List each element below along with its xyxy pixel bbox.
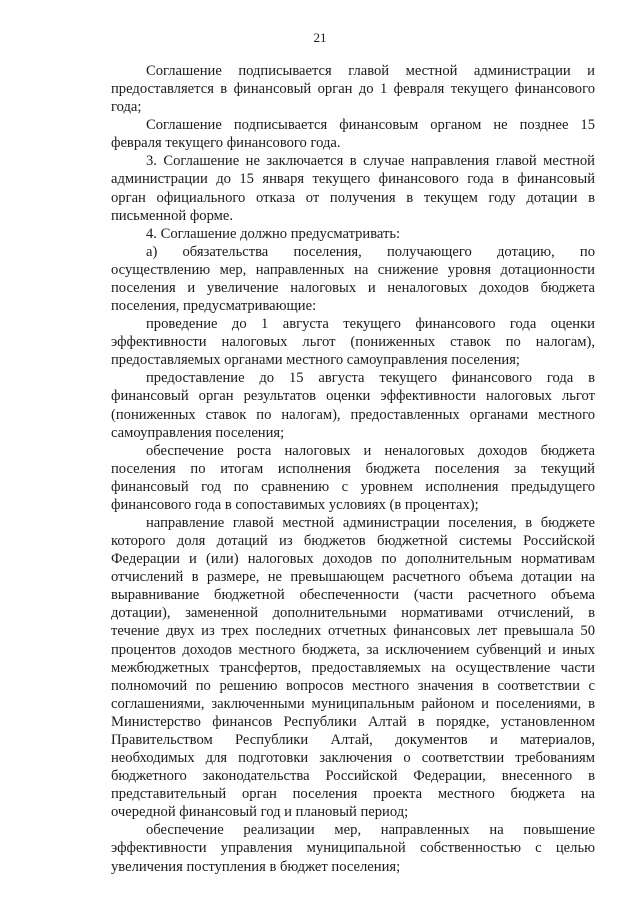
text-line: необходимых для подготовки заключения о соответствии требованиям (111, 750, 595, 767)
page-number: 21 (313, 30, 327, 45)
text-line: Соглашение подписывается финансовым органом не позднее 15 (146, 117, 595, 134)
text-line: полномочий по решению вопросов местного значения в соответствии с (111, 677, 595, 694)
text-line: отчислений в размере, не превышающем расчетного объема дотации на (111, 569, 595, 586)
text-line: самоуправления поселения; (111, 424, 285, 441)
text-line: обеспечение роста налоговых и неналоговых доходов бюджета (146, 442, 595, 459)
text-line: администрации до 15 января текущего финансового года в финансовый (111, 171, 595, 188)
text-line: выравнивание бюджетной обеспеченности (части расчетного объема (111, 587, 595, 604)
text-line: течение двух из трех последних отчетных финансовых лет превышала 50 (111, 623, 595, 640)
text-line: эффективности налоговых льгот (пониженных ставок по налогам), (111, 334, 595, 351)
text-line: поселения по итогам исполнения бюджета поселения за текущий (111, 460, 595, 477)
text-line: (пониженных ставок по налогам), предоставленных органами местного (111, 406, 595, 423)
text-line: поселения, предусматривающие: (111, 298, 317, 315)
text-line: очередной финансовый год и плановый период; (111, 804, 409, 821)
text-line: представительный орган поселения проекта местного бюджета на (111, 786, 595, 803)
text-line: года; (111, 99, 142, 116)
text-line: предоставляется в финансовый орган до 1 февраля текущего финансового (111, 81, 595, 98)
text-line: Федерации и (или) налоговых доходов по дополнительным нормативам (111, 551, 595, 568)
text-line: предоставление до 15 августа текущего финансового года в (146, 370, 595, 387)
text-line: обеспечение реализации мер, направленных на повышение (146, 822, 595, 839)
text-line: осуществлению мер, направленных на снижение уровня дотационности (111, 261, 595, 278)
text-line: письменной форме. (111, 207, 234, 224)
text-line: процентов доходов местного бюджета, за исключением субвенций и иных (111, 641, 595, 658)
text-line: Правительством Республики Алтай, документов и материалов, (111, 731, 595, 748)
text-line: эффективности управления муниципальной собственностью с целью (111, 840, 595, 857)
text-line: 4. Соглашение должно предусматривать: (146, 225, 401, 242)
text-line: финансовый орган результатов оценки эффективности налоговых льгот (111, 388, 595, 405)
text-line: финансовый год по сравнению с уровнем исполнения предыдущего (111, 478, 595, 495)
text-line: Министерство финансов Республики Алтай в порядке, установленном (111, 713, 595, 730)
text-line: финансового года в сопоставимых условиях (в процентах); (111, 496, 479, 513)
text-line: Соглашение подписывается главой местной администрации и (146, 63, 595, 79)
text-line: а) обязательства поселения, получающего дотацию, по (146, 243, 595, 260)
text-line: соглашениями, заключенными муниципальным районом и поселениями, в (111, 695, 595, 712)
text-line: поселения и увеличение налоговых и неналоговых доходов бюджета (111, 279, 595, 296)
text-line: 3. Соглашение не заключается в случае направления главой местной (146, 153, 595, 170)
text-line: дотации), замененной дополнительными нормативами отчислений, в (111, 605, 595, 622)
text-line: февраля текущего финансового года. (111, 135, 341, 152)
text-line: проведение до 1 августа текущего финансового года оценки (146, 316, 595, 333)
text-line: которого доля дотаций из бюджетов бюджетной системы Российской (111, 533, 595, 550)
text-line: увеличения поступления в бюджет поселения; (111, 858, 401, 875)
text-line: направление главой местной администрации поселения, в бюджете (146, 515, 595, 531)
text-line: предоставляемых органами местного самоуправления поселения; (111, 352, 520, 369)
text-line: бюджетного законодательства Российской Федерации, внесенного в (111, 768, 595, 785)
text-line: орган официального отказа от получения в текущем году дотации в (111, 189, 595, 206)
text-line: межбюджетных трансфертов, предоставляемых на осуществление части (111, 659, 595, 676)
